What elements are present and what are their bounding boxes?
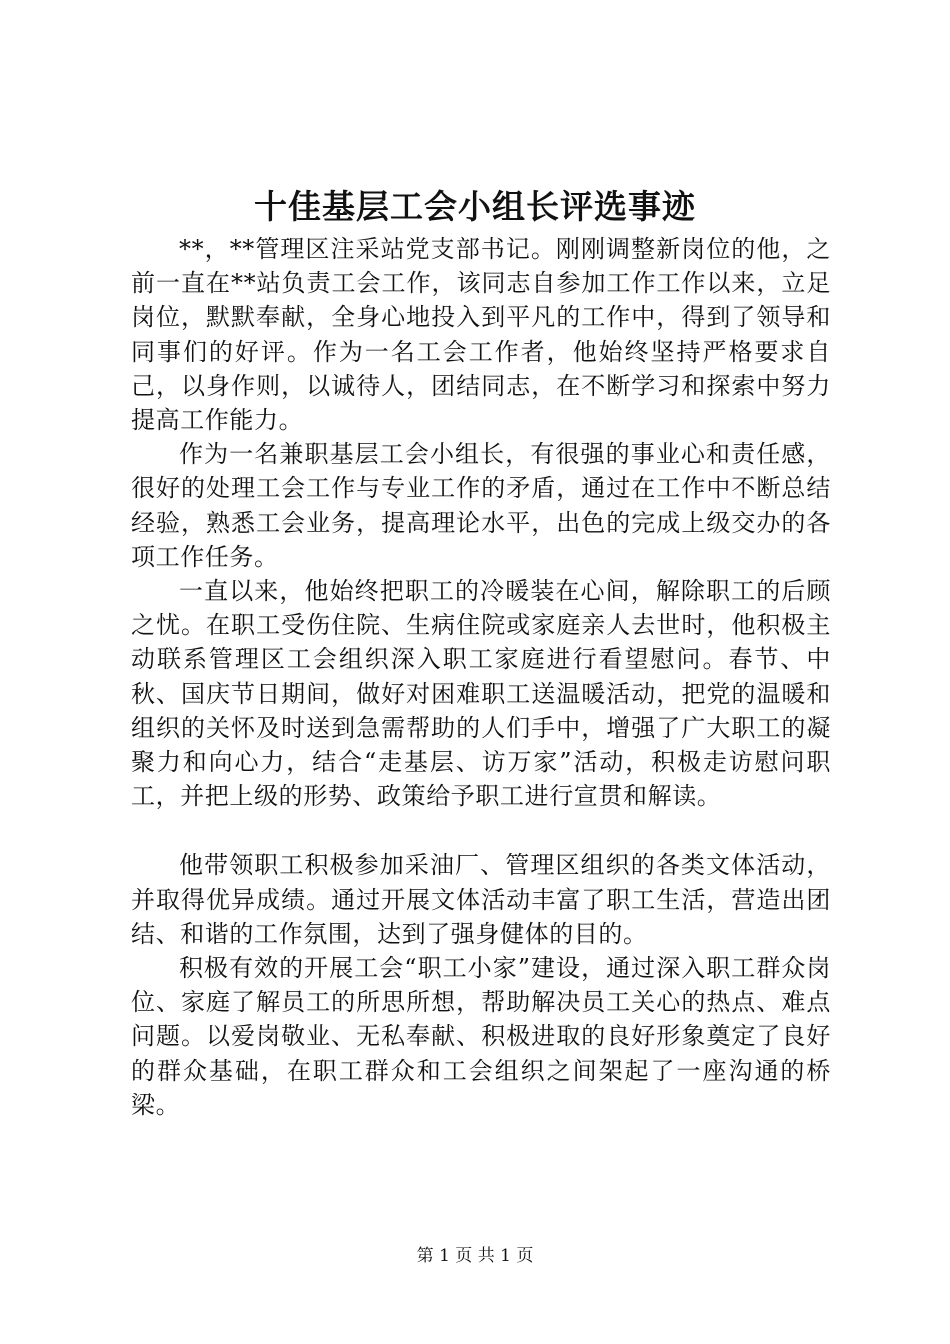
page-number-footer: 第 1 页 共 1 页 bbox=[416, 1246, 534, 1266]
paragraph-1: **，**管理区注采站党支部书记。刚刚调整新岗位的他，之前一直在**站负责工会工作，该同志自参加工作工作以来，立足岗位，默默奉献，全身心地投入到平凡的工作中，得到了领导和同事们的好评。作为一名工会工作者，他始终坚持严格要求自己，以身作则，以诚待人，团结同志，在不断学习和探索中努力提高工作能力。 bbox=[131, 235, 831, 435]
paragraph-5: 积极有效的开展工会“职工小家”建设，通过深入职工群众岗位、家庭了解员工的所思所想，帮助解决员工关心的热点、难点问题。以爱岗敬业、无私奉献、积极进取的良好形象奠定了良好的群众基础，在职工群众和工会组织之间架起了一座沟通的桥梁。 bbox=[131, 954, 831, 1119]
paragraph-3: 一直以来，他始终把职工的冷暖装在心间，解除职工的后顾之忧。在职工受伤住院、生病住院或家庭亲人去世时，他积极主动联系管理区工会组织深入职工家庭进行看望慰问。春节、中秋、国庆节日期间，做好对困难职工送温暖活动，把党的温暖和组织的关怀及时送到急需帮助的人们手中，增强了广大职工的凝聚力和向心力，结合“走基层、访万家”活动，积极走访慰问职工，并把上级的形势、政策给予职工进行宣贯和解读。 bbox=[131, 577, 831, 811]
document-title: 十佳基层工会小组长评选事迹 bbox=[254, 187, 696, 226]
paragraph-2: 作为一名兼职基层工会小组长，有很强的事业心和责任感，很好的处理工会工作与专业工作的矛盾，通过在工作中不断总结经验，熟悉工会业务，提高理论水平，出色的完成上级交办的各项工作任务。 bbox=[131, 440, 831, 571]
document-body bbox=[131, 232, 831, 1122]
paragraph-4: 他带领职工积极参加采油厂、管理区组织的各类文体活动，并取得优异成绩。通过开展文体活动丰富了职工生活，营造出团结、和谐的工作氛围，达到了强身健体的目的。 bbox=[131, 851, 831, 948]
